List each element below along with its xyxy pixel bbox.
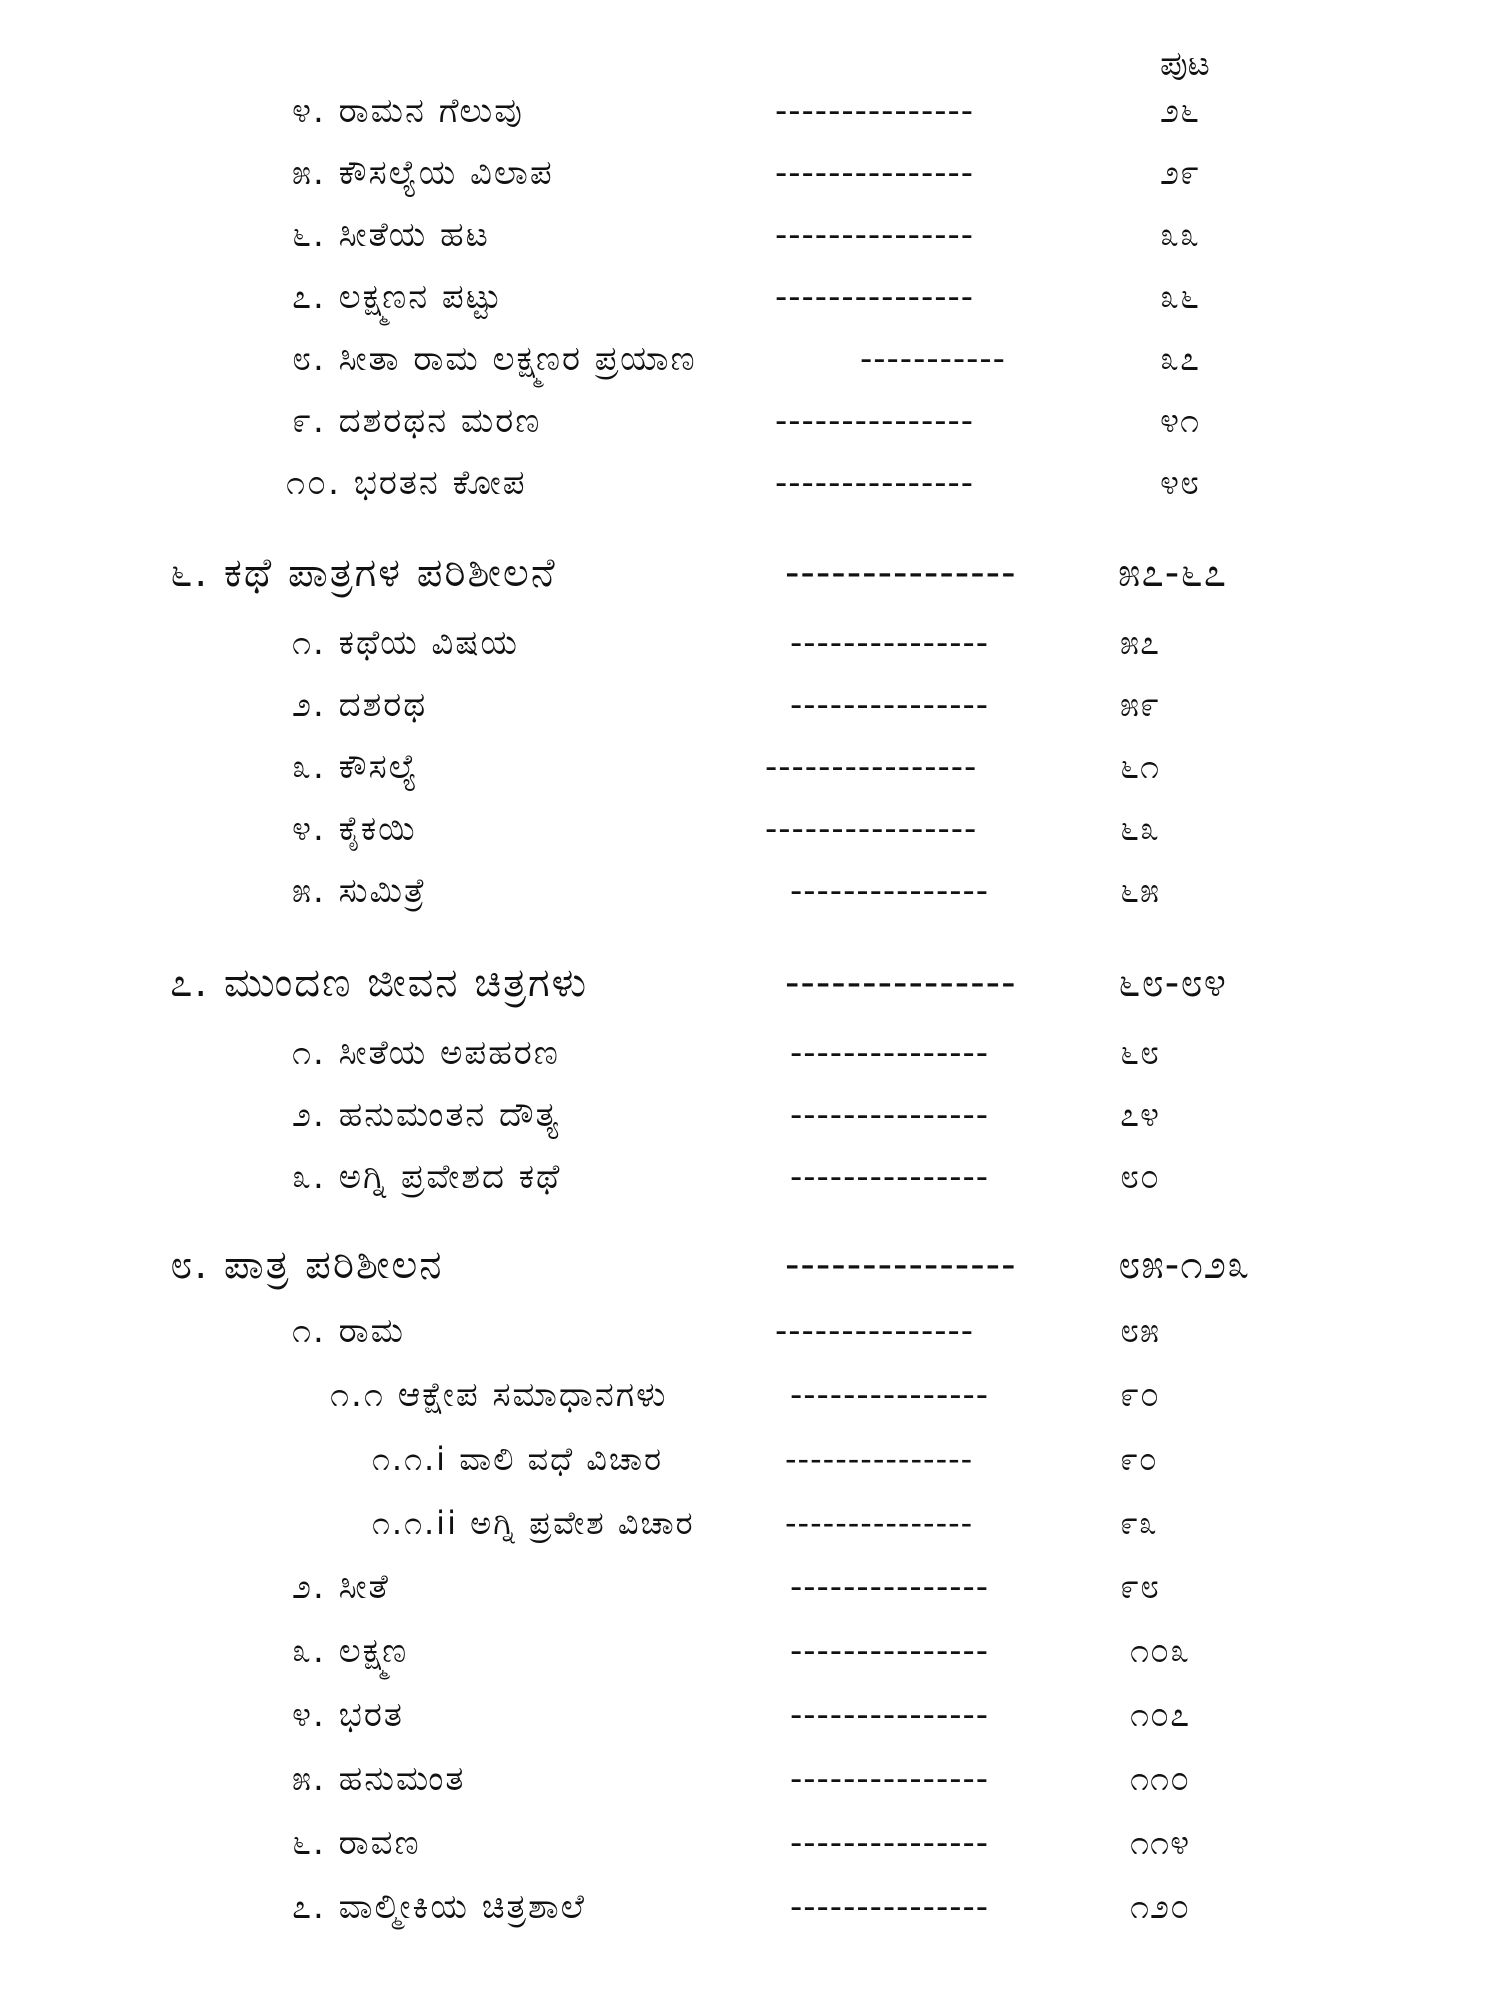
- toc-section: [0, 958, 1500, 1008]
- toc-entry: [0, 742, 1500, 792]
- toc-entry-page: ೧೧೪: [1130, 1823, 1191, 1863]
- toc-entry-page: ೧೦೩: [1130, 1631, 1191, 1671]
- toc-entry-label: ೭. ಲಕ್ಷ್ಮಣನ ಪಟ್ಟು: [292, 277, 504, 317]
- toc-entry-label: ೯. ದಶರಥನ ಮರಣ: [292, 401, 542, 441]
- toc-section-label: ೬. ಕಥೆ ಪಾತ್ರಗಳ ಪರಿಶೀಲನೆ: [170, 550, 557, 596]
- toc-entry: [0, 618, 1500, 668]
- toc-entry-label: ೩. ಕೌಸಲ್ಯೆ: [292, 747, 419, 787]
- toc-entry: [0, 1090, 1500, 1140]
- toc-entry-leader: ---------------: [785, 1440, 974, 1478]
- toc-entry: [0, 272, 1500, 322]
- toc-section: [0, 548, 1500, 598]
- toc-entry-leader: ---------------: [790, 1631, 990, 1671]
- toc-entry-page: ೬೮: [1120, 1033, 1161, 1073]
- toc-entry-leader: ---------------: [790, 1567, 990, 1607]
- toc-entry: [0, 1754, 1500, 1804]
- toc-entry-page: ೬೩: [1120, 809, 1161, 849]
- toc-entry-page: ೧೨೦: [1130, 1887, 1191, 1927]
- toc-entry-label: ೮. ಸೀತಾ ರಾಮ ಲಕ್ಷ್ಮಣರ ಪ್ರಯಾಣ: [292, 339, 697, 379]
- toc-section-leader: ---------------: [785, 960, 1017, 1006]
- toc-entry: [0, 1152, 1500, 1202]
- toc-entry: [0, 680, 1500, 730]
- toc-entry: [0, 1306, 1500, 1356]
- toc-entry-leader: ----------------: [765, 747, 978, 787]
- toc-entry: [0, 1434, 1500, 1484]
- toc-entry: [0, 866, 1500, 916]
- toc-entry-label: ೬. ರಾವಣ: [292, 1823, 421, 1863]
- toc-entry: [0, 1626, 1500, 1676]
- toc-section-pages: ೮೫-೧೨೩: [1118, 1242, 1251, 1288]
- toc-entry-label: ೫. ಕೌಸಲ್ಯೆಯ ವಿಲಾಪ: [292, 153, 554, 193]
- toc-entry-leader: ---------------: [775, 153, 975, 193]
- toc-entry-leader: ---------------: [775, 215, 975, 255]
- toc-entry-leader: ---------------: [775, 1311, 975, 1351]
- toc-entry-label: ೧. ಸೀತೆಯ ಅಪಹರಣ: [292, 1033, 560, 1073]
- toc-entry-page: ೯೦: [1120, 1375, 1161, 1415]
- toc-entry: [0, 1562, 1500, 1612]
- toc-entry-label: ೩. ಲಕ್ಷ್ಮಣ: [292, 1631, 409, 1671]
- toc-entry: [0, 804, 1500, 854]
- toc-section: [0, 1240, 1500, 1290]
- toc-entry-label: ೩. ಅಗ್ನಿ ಪ್ರವೇಶದ ಕಥೆ: [292, 1157, 562, 1197]
- toc-entry: [0, 458, 1500, 508]
- toc-entry-page: ೫೭: [1120, 623, 1161, 663]
- toc-entry-label: ೬. ಸೀತೆಯ ಹಟ: [292, 215, 490, 255]
- toc-entry: [0, 1690, 1500, 1740]
- toc-entry: [0, 396, 1500, 446]
- toc-entry-label: ೨. ಸೀತೆ: [292, 1567, 390, 1607]
- toc-entry-page: ೯೦: [1120, 1440, 1158, 1478]
- toc-entry-label: ೫. ಸುಮಿತ್ರೆ: [292, 871, 427, 911]
- toc-section-label: ೭. ಮುಂದಣ ಜೀವನ ಚಿತ್ರಗಳು: [170, 960, 589, 1006]
- toc-entry-leader: ---------------: [790, 1157, 990, 1197]
- toc-entry-leader: ---------------: [785, 1504, 974, 1542]
- toc-entry-leader: ---------------: [775, 91, 975, 131]
- toc-section-leader: ---------------: [785, 1242, 1017, 1288]
- toc-entry-page: ೨೬: [1160, 91, 1201, 131]
- toc-entry-page: ೬೧: [1120, 747, 1161, 787]
- toc-entry-label: ೧.೧ ಆಕ್ಷೇಪ ಸಮಾಧಾನಗಳು: [330, 1375, 668, 1415]
- toc-entry-page: ೯೩: [1120, 1504, 1158, 1542]
- toc-entry-leader: ---------------: [790, 1033, 990, 1073]
- toc-entry: [0, 1818, 1500, 1868]
- toc-entry-label: ೧.೧.i ವಾಲಿ ವಧೆ ವಿಚಾರ: [372, 1440, 664, 1478]
- toc-entry-label: ೧.೧.ii ಅಗ್ನಿ ಪ್ರವೇಶ ವಿಚಾರ: [372, 1504, 695, 1542]
- toc-entry-page: ೨೯: [1160, 153, 1201, 193]
- toc-entry-page: ೩೬: [1160, 277, 1201, 317]
- toc-entry-leader: ---------------: [775, 401, 975, 441]
- toc-entry-page: ೪೧: [1160, 401, 1201, 441]
- toc-entry-page: ೮೦: [1120, 1157, 1161, 1197]
- toc-section-leader: ---------------: [785, 550, 1017, 596]
- toc-entry-page: ೮೫: [1120, 1311, 1161, 1351]
- toc-entry-leader: ---------------: [790, 1695, 990, 1735]
- toc-section-label: ೮. ಪಾತ್ರ ಪರಿಶೀಲನ: [170, 1242, 444, 1288]
- toc-entry-page: ೩೩: [1160, 215, 1201, 255]
- toc-entry-label: ೧. ಕಥೆಯ ವಿಷಯ: [292, 623, 519, 663]
- toc-entry-leader: ---------------: [790, 685, 990, 725]
- page-column-header: ಪುಟ: [1160, 44, 1210, 84]
- toc-entry: [0, 86, 1500, 136]
- toc-entry-page: ೩೭: [1160, 339, 1201, 379]
- toc-entry-label: ೨. ಹನುಮಂತನ ದೌತ್ಯ: [292, 1095, 561, 1135]
- toc-entry-page: ೧೦೭: [1130, 1695, 1191, 1735]
- toc-entry: [0, 1370, 1500, 1420]
- toc-entry: [0, 148, 1500, 198]
- toc-entry-label: ೧. ರಾಮ: [292, 1311, 405, 1351]
- toc-entry-page: ೭೪: [1120, 1095, 1161, 1135]
- toc-entry: [0, 334, 1500, 384]
- toc-entry-page: ೬೫: [1120, 871, 1161, 911]
- toc-section-pages: ೬೮-೮೪: [1118, 960, 1228, 1006]
- toc-entry-leader: ----------------: [765, 809, 978, 849]
- toc-entry-leader: ---------------: [790, 1823, 990, 1863]
- toc-entry-label: ೭. ವಾಲ್ಮೀಕಿಯ ಚಿತ್ರಶಾಲೆ: [292, 1887, 587, 1927]
- toc-entry: [0, 210, 1500, 260]
- toc-entry-page: ೧೧೦: [1130, 1759, 1191, 1799]
- toc-entry-leader: ---------------: [790, 623, 990, 663]
- toc-entry-label: ೫. ಹನುಮಂತ: [292, 1759, 466, 1799]
- toc-entry-label: ೪. ರಾಮನ ಗೆಲುವು: [292, 91, 524, 131]
- toc-entry-label: ೪. ಭರತ: [292, 1695, 404, 1735]
- toc-entry: [0, 1882, 1500, 1932]
- toc-entry-page: ೪೮: [1160, 463, 1201, 503]
- toc-entry-label: ೨. ದಶರಥ: [292, 685, 428, 725]
- toc-entry-leader: -----------: [860, 339, 1006, 379]
- toc-entry-leader: ---------------: [775, 463, 975, 503]
- toc-entry-leader: ---------------: [775, 277, 975, 317]
- toc-entry: [0, 1498, 1500, 1548]
- toc-entry-leader: ---------------: [790, 1375, 990, 1415]
- toc-entry-leader: ---------------: [790, 1095, 990, 1135]
- toc-section-pages: ೫೭-೬೭: [1118, 550, 1228, 596]
- toc-entry-leader: ---------------: [790, 1887, 990, 1927]
- toc-entry-leader: ---------------: [790, 1759, 990, 1799]
- toc-entry-page: ೯೮: [1120, 1567, 1161, 1607]
- toc-entry-label: ೪. ಕೈಕಯಿ: [292, 809, 417, 849]
- toc-entry-page: ೫೯: [1120, 685, 1161, 725]
- toc-entry-leader: ---------------: [790, 871, 990, 911]
- toc-entry-label: ೧೦. ಭರತನ ಕೋಪ: [286, 463, 527, 503]
- toc-entry: [0, 1028, 1500, 1078]
